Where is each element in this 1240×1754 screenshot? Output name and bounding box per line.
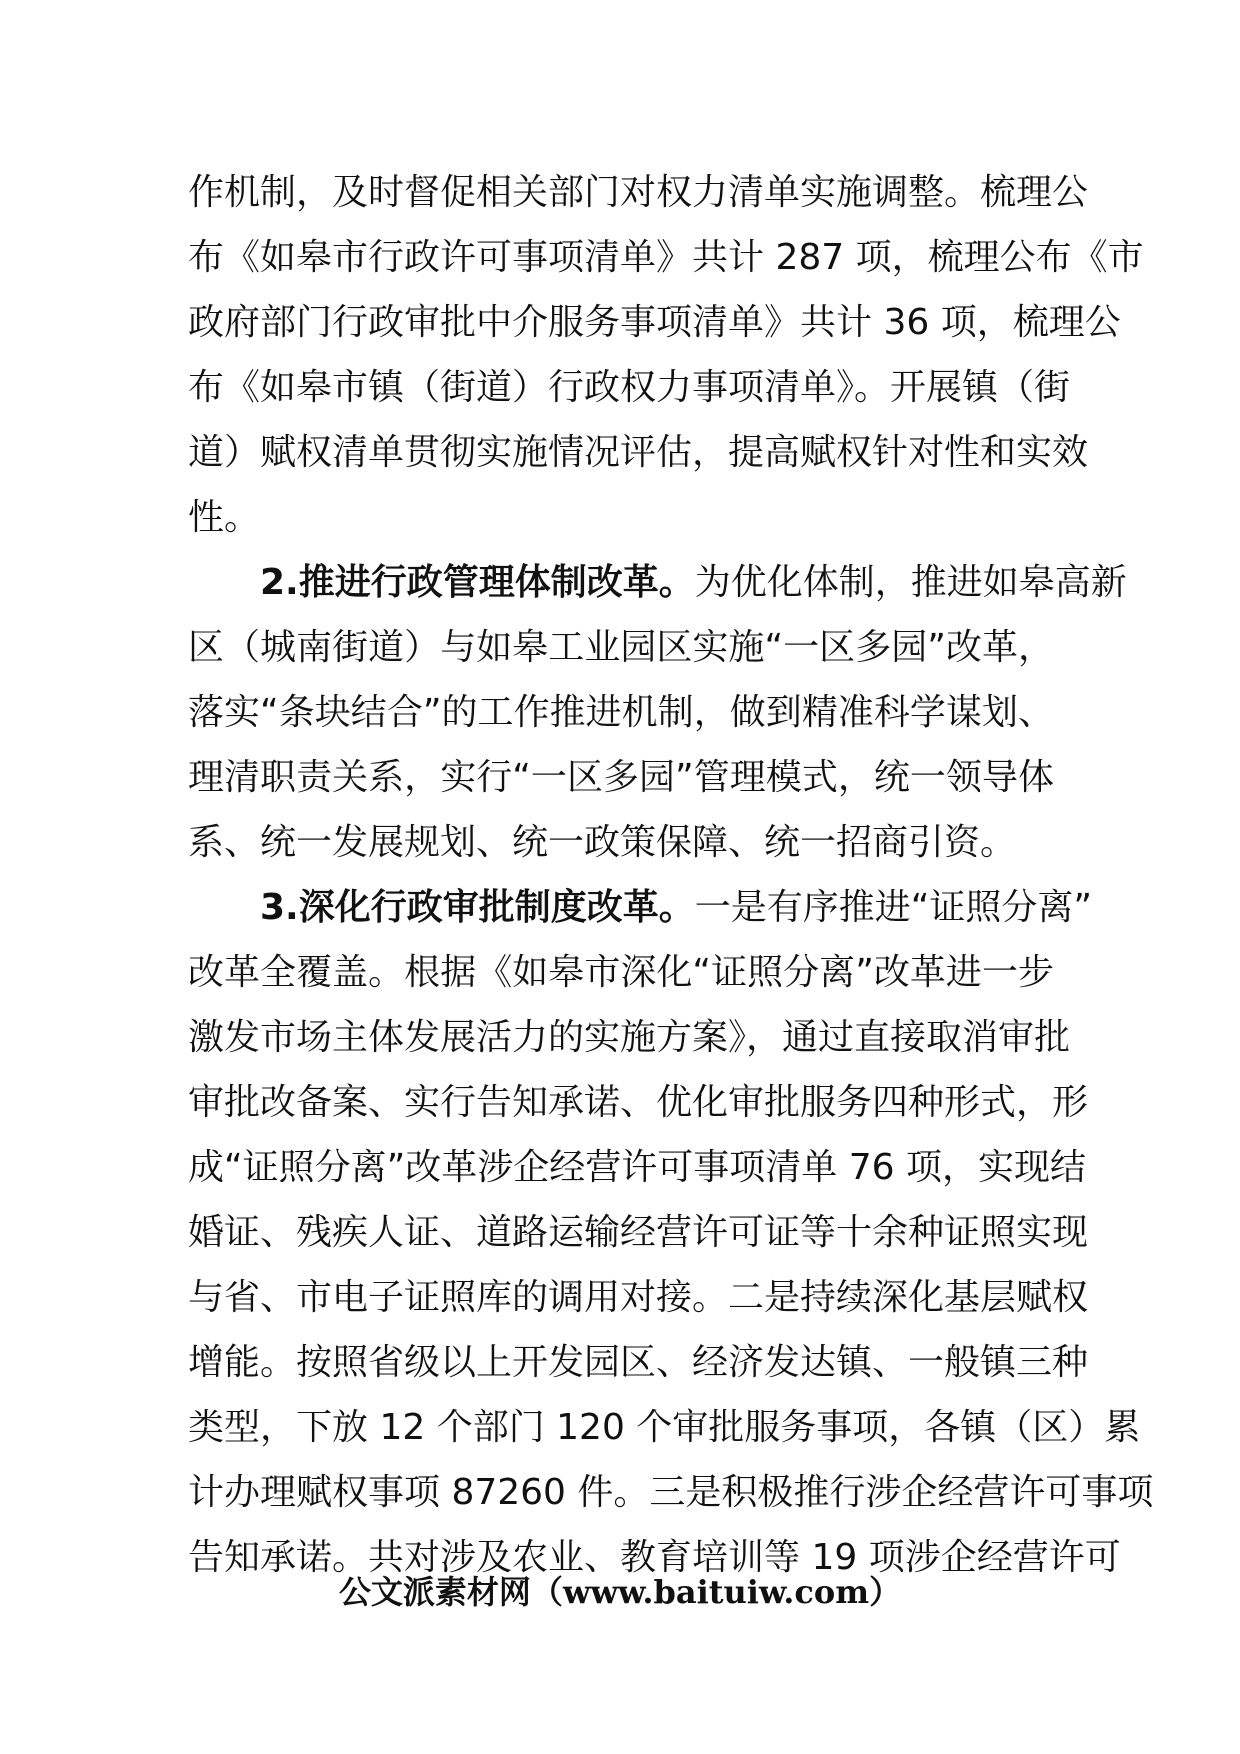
text-line: 计办理赋权事项 87260 件。三是积极推行涉企经营许可事项 xyxy=(188,1472,1154,1513)
text-line: 性。 xyxy=(188,497,261,538)
text-run: 为优化体制，推进如皋高新 xyxy=(694,562,1127,603)
text-line: 类型，下放 12 个部门 120 个审批服务事项，各镇（区）累 xyxy=(188,1407,1141,1448)
section-heading: 3.深化行政审批制度改革。 xyxy=(260,887,695,928)
text-line: 激发市场主体发展活力的实施方案》，通过直接取消审批 xyxy=(188,1017,1071,1058)
paragraph-1 xyxy=(188,160,1144,550)
text-line: 作机制，及时督促相关部门对权力清单实施调整。梳理公 xyxy=(188,172,1089,213)
text-line: 政府部门行政审批中介服务事项清单》共计 36 项，梳理公 xyxy=(188,302,1121,343)
text-line: 道）赋权清单贯彻实施情况评估，提高赋权针对性和实效 xyxy=(188,432,1089,473)
page-footer-watermark: 公文派素材网（www.baituiw.com） xyxy=(338,1573,902,1611)
text-line: 婚证、残疾人证、道路运输经营许可证等十余种证照实现 xyxy=(188,1212,1089,1253)
paragraph-first-line xyxy=(188,550,1127,615)
text-line: 与省、市电子证照库的调用对接。二是持续深化基层赋权 xyxy=(188,1277,1089,1318)
paragraph-3 xyxy=(188,875,1154,1590)
text-line: 理清职责关系，实行“一区多园”管理模式，统一领导体 xyxy=(188,757,1054,798)
section-heading: 2.推进行政管理体制改革。 xyxy=(260,562,695,603)
paragraph-first-line xyxy=(188,875,1093,940)
text-line: 区（城南街道）与如皋工业园区实施“一区多园”改革， xyxy=(188,627,1054,668)
text-run: 一是有序推进“证照分离” xyxy=(694,887,1093,928)
text-line: 告知承诺。共对涉及农业、教育培训等 19 项涉企经营许可 xyxy=(188,1537,1121,1578)
document-body xyxy=(188,160,1154,1590)
text-line: 布《如皋市镇（街道）行政权力事项清单》。开展镇（街 xyxy=(188,367,1071,408)
text-line: 增能。按照省级以上开发园区、经济发达镇、一般镇三种 xyxy=(188,1342,1089,1383)
text-line: 系、统一发展规划、统一政策保障、统一招商引资。 xyxy=(188,822,1017,863)
paragraph-2 xyxy=(188,550,1127,875)
text-line: 改革全覆盖。根据《如皋市深化“证照分离”改革进一步 xyxy=(188,952,1054,993)
text-line: 落实“条块结合”的工作推进机制，做到精准科学谋划、 xyxy=(188,692,1054,733)
text-line: 审批改备案、实行告知承诺、优化审批服务四种形式，形 xyxy=(188,1082,1089,1123)
text-line: 布《如皋市行政许可事项清单》共计 287 项，梳理公布《市 xyxy=(188,237,1144,278)
text-line: 成“证照分离”改革涉企经营许可事项清单 76 项，实现结 xyxy=(188,1147,1086,1188)
